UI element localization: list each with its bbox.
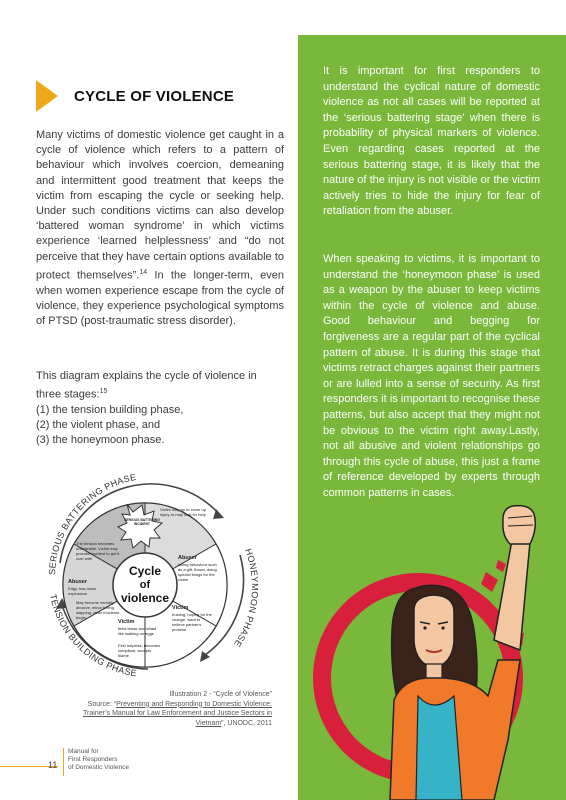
stages-intro: This diagram explains the cycle of violence in three stages: (36, 370, 257, 401)
center-line-3: violence (120, 591, 170, 605)
footer-title-line: First Responders (68, 756, 118, 763)
figure-caption (60, 690, 272, 728)
abuser-left-note: May become verbally abusive, minor hitting, slapping, other incidents begin (76, 600, 120, 620)
footer-doc-title (68, 748, 129, 772)
caption-title: Illustration 2 - “Cycle of Violence” (169, 691, 272, 698)
caption-source-suffix: ”, UNODC, 2011 (221, 719, 272, 727)
stage-item: (1) the tension building phase, (36, 404, 184, 417)
caption-source-link[interactable]: Preventing and Responding to Domestic Violence: Trainer’s Manual for Law Enforcement and Justice Sectors in Vietnam (83, 700, 272, 727)
stage-item: (2) the violent phase, and (36, 419, 161, 432)
raised-fist-woman-illustration (298, 500, 566, 800)
footnote-ref-15[interactable]: 15 (99, 388, 108, 396)
abuser-left-title: Abuser (68, 579, 87, 585)
abuser-left-text: Edgy, has minor explosions (68, 586, 97, 596)
stage-item: (3) the honeymoon phase. (36, 434, 165, 447)
section-heading: CYCLE OF VIOLENCE (74, 87, 235, 105)
caption-source-prefix: Source: “ (87, 700, 117, 708)
tension-note-text: The tension becomes unbearable. Victim may provoke incident to get it over with (76, 541, 120, 561)
phase-label-tension: TENSION BUILDING PHASE (47, 593, 138, 679)
victim-bottom-text: feels tense and afraid like walking on eggs (118, 626, 157, 636)
footnote-ref-14[interactable]: 14 (139, 268, 148, 276)
cycle-of-violence-diagram (20, 455, 290, 687)
abuser-right-title: Abuser (178, 555, 197, 561)
incident-label: SERIOUS BATTERING INCIDENT (124, 518, 160, 526)
stages-paragraph (36, 369, 284, 449)
page-number: 11 (48, 760, 58, 770)
right-paragraph-2: When speaking to victims, it is important to understand the ‘honeymoon phase’ is used as a weapon by the abuser to keep victims within the cycle of violence and abuse. Good behaviour and begging for forgiveness are a regular part of the cyclical pattern of abuse. It is during this stage that victims retract charges against their partners or are lulled into a sense of security. As first responders it is important to recognise these patterns, but also accept that they might not be obvious to the victim right away.Lastly, not all abusive and violent relationships go through this cycle of abuse, this just a frame of reference developed by experts through common patterns in cases. (323, 253, 540, 499)
intro-paragraph (36, 128, 284, 329)
intro-text-a: Many victims of domestic violence get caught in a cycle of violence which refers to a pattern of behaviour which involves coercion, demeaning and intermittent good treatment that keeps the victim from escaping the cycle or seeking help. Under such conditions victims can also develop ‘battered woman syndrome’ in which victims experience ‘learned helplessness’ and “do not perceive that they have certain options available to protect themselves”. (36, 129, 284, 282)
footer-title-line: Manual for (68, 748, 99, 755)
victim-bottom-note: Feel helpless, becomes compliant, accepts blame (118, 643, 161, 658)
footer-divider (63, 748, 64, 776)
phase-label-honeymoon: HONEYMOON PHASE (231, 547, 260, 649)
victim-right-text: trusting, hoping for the change, want to believe partner's promise (172, 612, 212, 632)
victim-bottom-title: Victim (118, 619, 135, 625)
abuser-right-text: loving behaviour such as a gift, flower, doing special things for the victim (178, 562, 217, 582)
victim-right-title: Victim (172, 605, 189, 611)
right-paragraph-1: It is important for first responders to understand the cyclical nature of domestic violence as not all cases will be reported at the ‘serious battering stage’ when there is probability of physical markers of violence. Even regarding cases reported at the serious battering stage, it is likely that the nature of the injury is not visible or the victim actively tries to hide the injury for fear of retaliation from the abuser. (323, 65, 540, 218)
triangle-bullet-icon (36, 80, 58, 112)
phase-label-serious: SERIOUS BATTERING PHASE (46, 471, 138, 576)
center-line-2: of (139, 579, 151, 591)
center-line-1: Cycle (128, 564, 162, 578)
footer-title-line: of Domestic Violence (68, 764, 129, 771)
victim-top-text: Victim may try to cover up injury or may look for help (160, 507, 206, 517)
heading-row (36, 80, 234, 112)
intro-text-b: In the longer-term, even when women experience escape from the cycle of violence, they experience psychological symptoms of PTSD (post-traumatic stress disorder). (36, 269, 284, 328)
